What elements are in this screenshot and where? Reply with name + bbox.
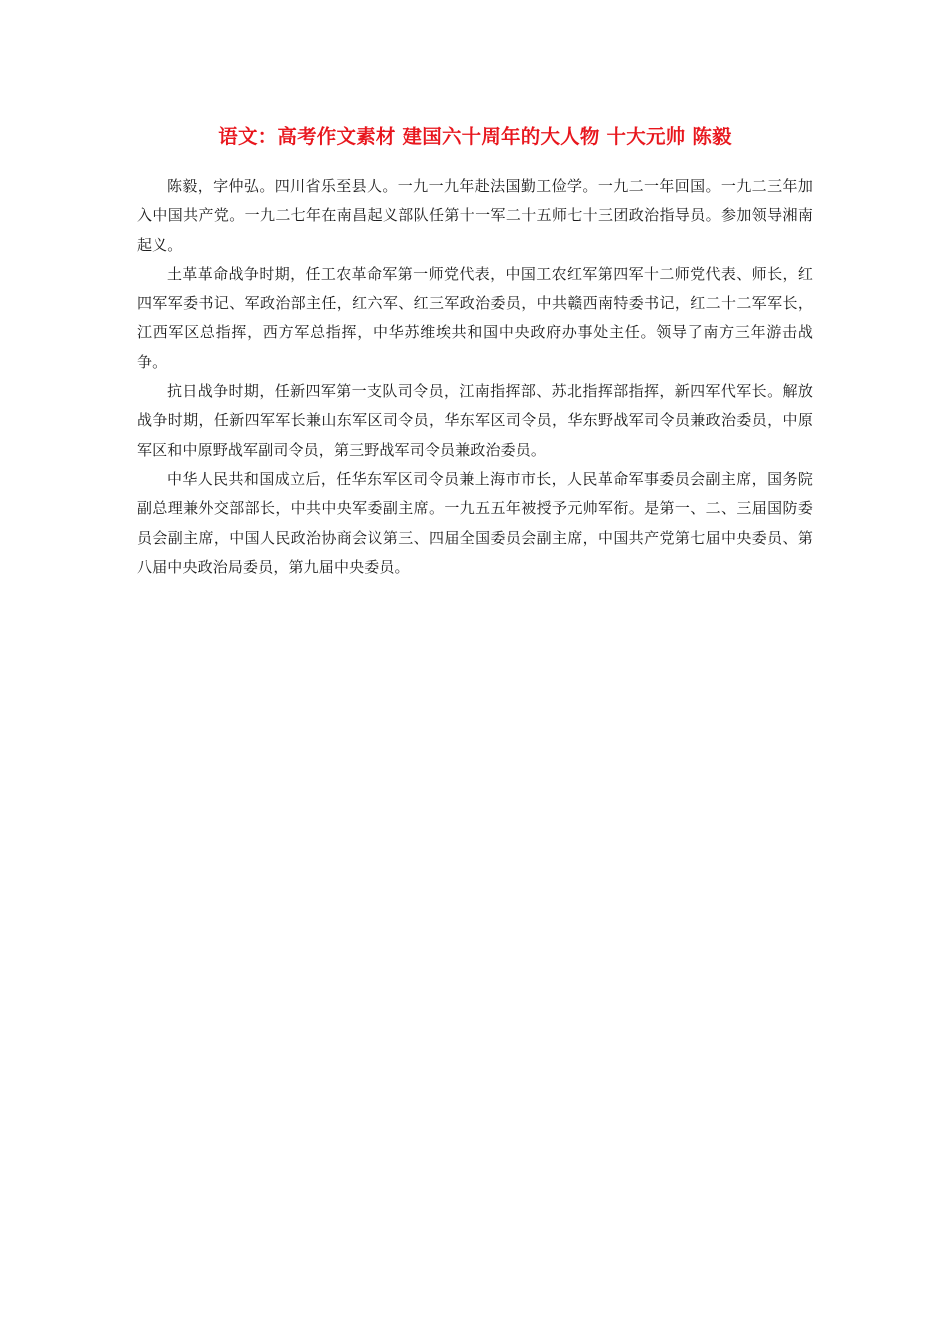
document-body [137, 172, 813, 582]
paragraph-biography: 陈毅，字仲弘。四川省乐至县人。一九一九年赴法国勤工俭学。一九二一年回国。一九二三年加入中国共产党。一九二七年在南昌起义部队任第十一军二十五师七十三团政治指导员。参加领导湘南起义。 [137, 177, 813, 254]
paragraph-after-founding: 中华人民共和国成立后，任华东军区司令员兼上海市市长，人民革命军事委员会副主席，国务院副总理兼外交部部长，中共中央军委副主席。一九五五年被授予元帅军衔。是第一、二、三届国防委员会副主席，中国人民政治协商会议第三、四届全国委员会副主席，中国共产党第七届中央委员、第八届中央政治局委员，第九届中央委员。 [137, 469, 813, 576]
paragraph-land-revolution: 土革革命战争时期，任工农革命军第一师党代表，中国工农红军第四军十二师党代表、师长，红四军军委书记、军政治部主任，红六军、红三军政治委员，中共赣西南特委书记，红二十二军军长，江西军区总指挥，西方军总指挥，中华苏维埃共和国中央政府办事处主任。领导了南方三年游击战争。 [137, 264, 813, 371]
document-title: 语文：高考作文素材 建国六十周年的大人物 十大元帅 陈毅 [218, 125, 732, 148]
paragraph-war-periods: 抗日战争时期，任新四军第一支队司令员，江南指挥部、苏北指挥部指挥，新四军代军长。解放战争时期，任新四军军长兼山东军区司令员，华东军区司令员，华东野战军司令员兼政治委员，中原军区和中原野战军副司令员，第三野战军司令员兼政治委员。 [137, 382, 813, 459]
